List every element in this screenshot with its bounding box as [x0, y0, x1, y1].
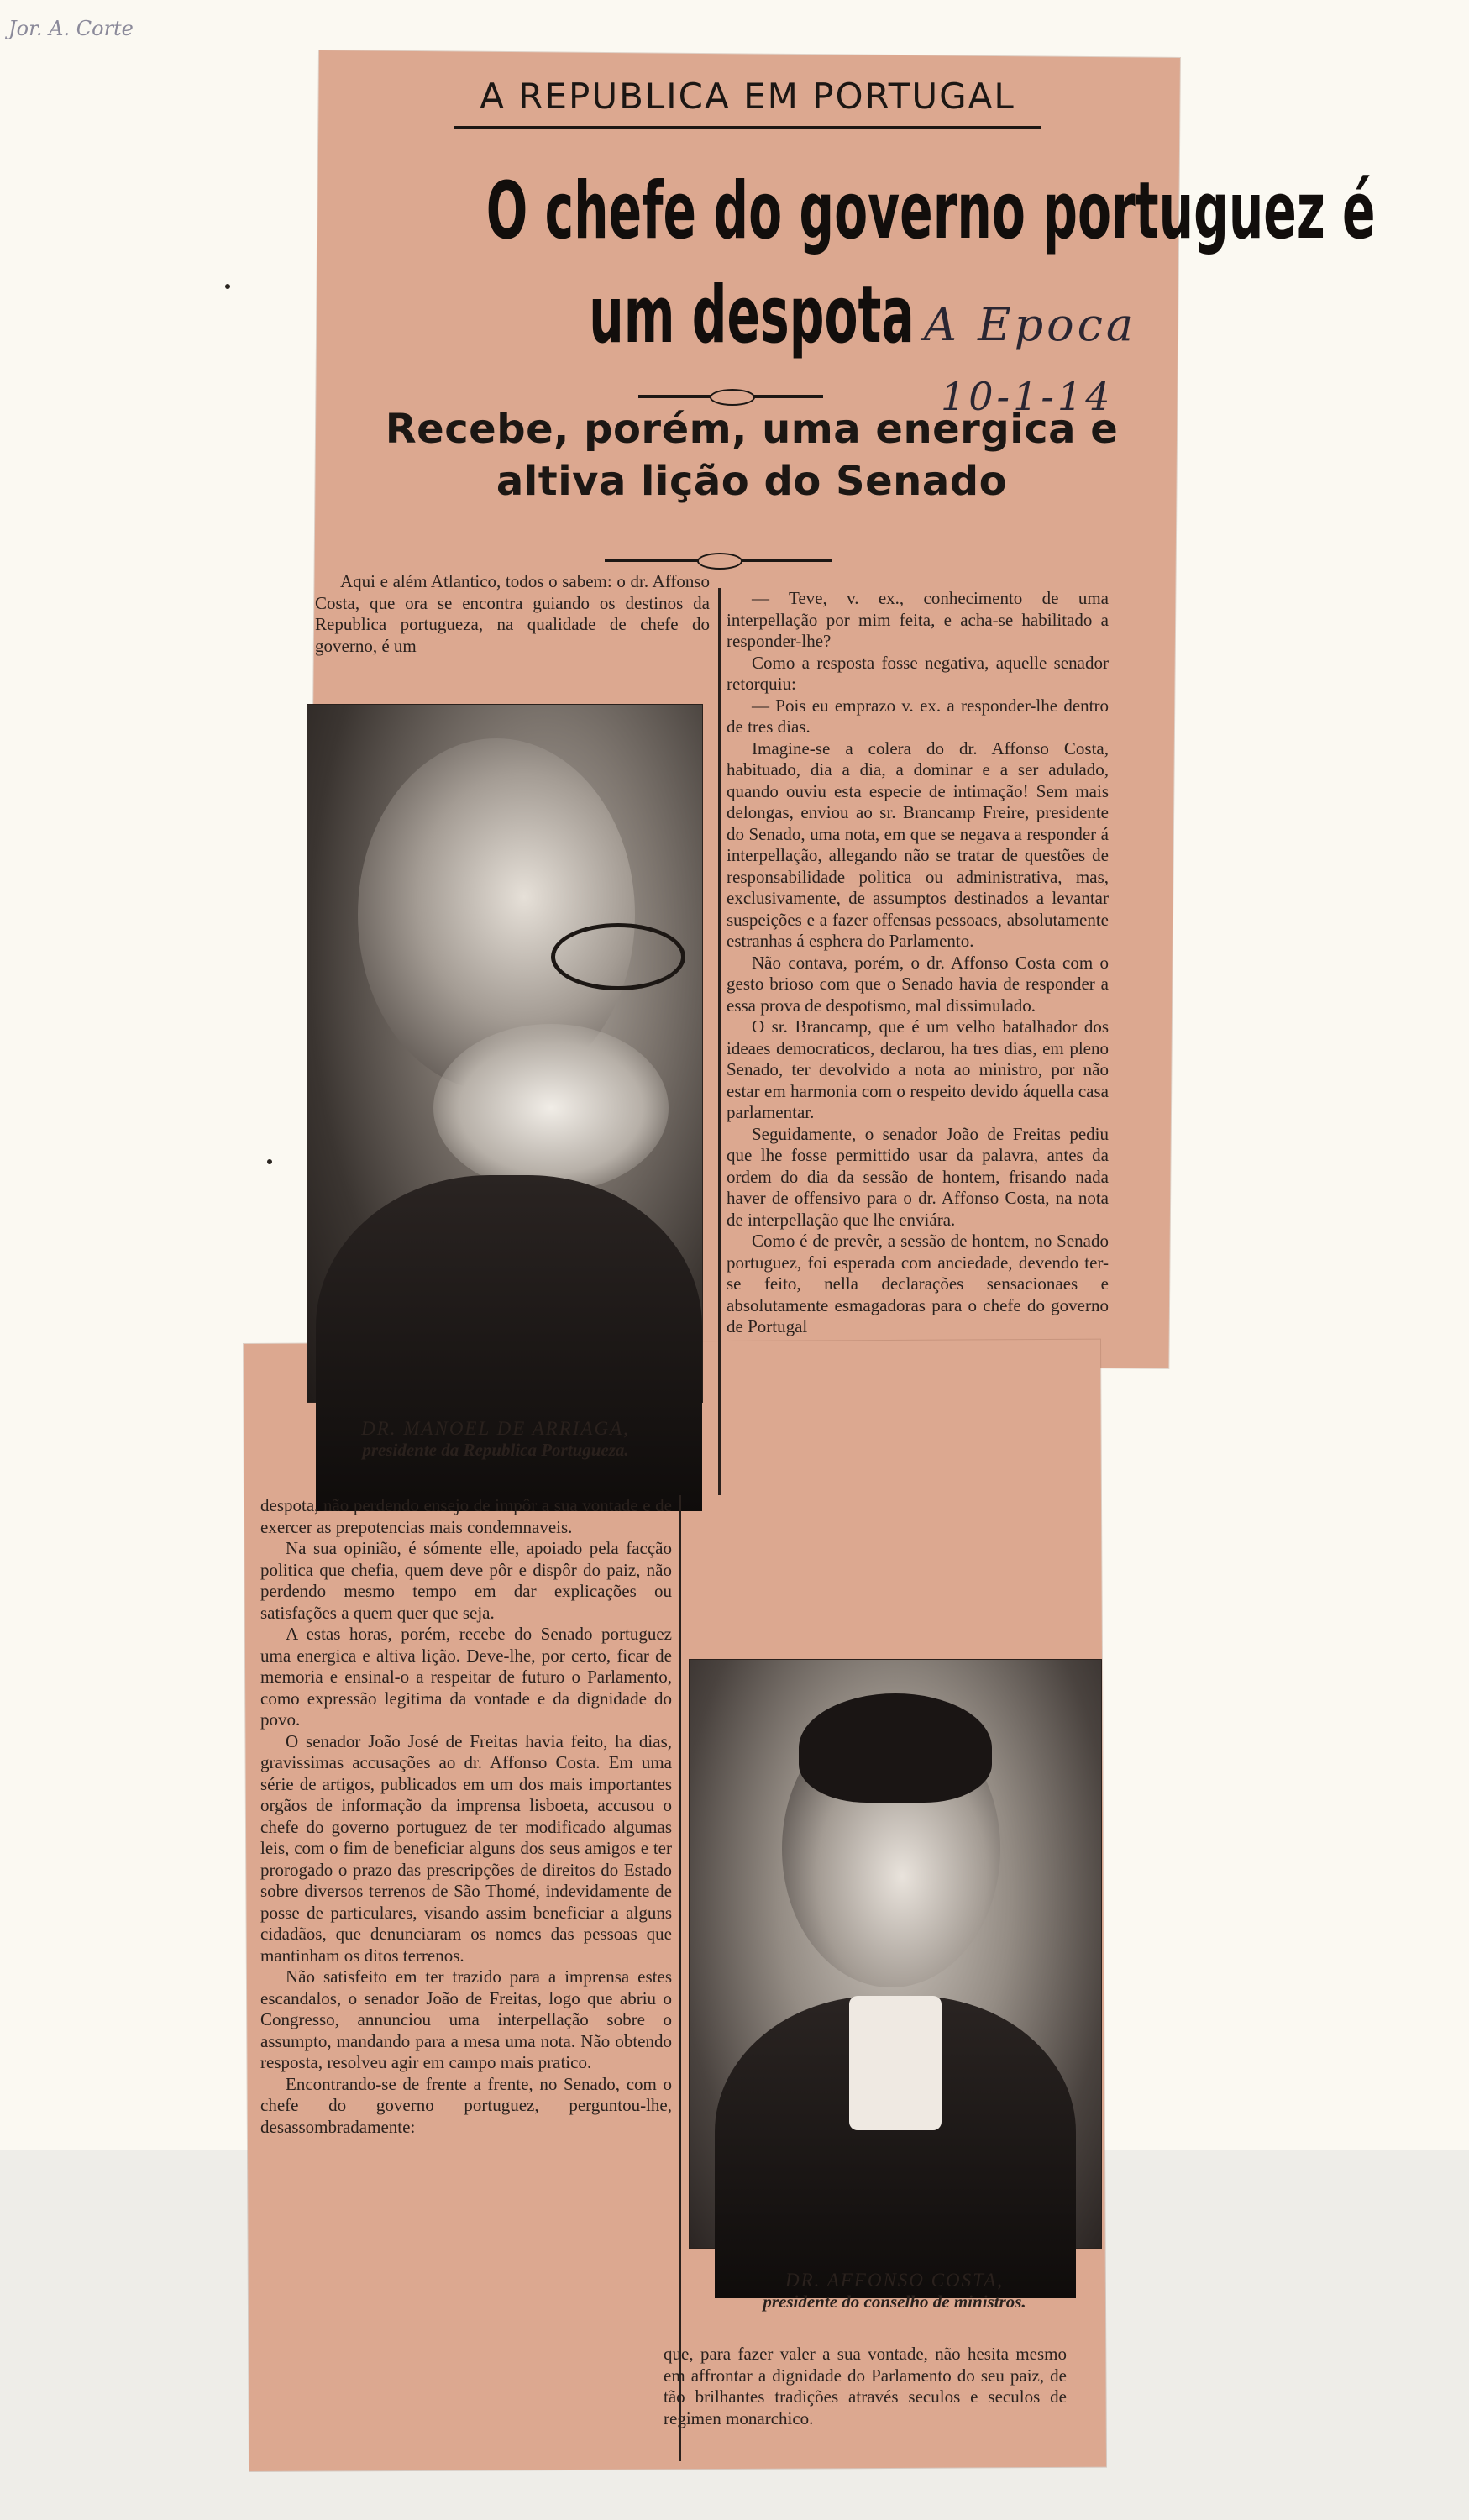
- subheadline-line-2: altiva lição do Senado: [496, 458, 1008, 505]
- subheadline-line-1: Recebe, porém, uma energica e: [385, 406, 1119, 453]
- paragraph: Aqui e além Atlantico, todos o sabem: o dr. Affonso Costa, que ora se encontra guiando os destinos da Republica portugueza, na qualidade de chefe do governo, é um: [315, 571, 710, 656]
- column-2-ending: [664, 2344, 1067, 2429]
- paragraph: Na sua opinião, é sómente elle, apoiado pela facção politica que chefia, quem deve pôr e dispôr do paiz, não perdendo mesmo tempo em dar explicações ou satisfações a quem quer que seja.: [260, 1538, 672, 1623]
- photo-caption-arriaga: [290, 1418, 701, 1461]
- photo-shape: [433, 1024, 669, 1192]
- column-1-intro: [315, 571, 710, 657]
- paragraph: Como é de prevêr, a sessão de hontem, no Senado portuguez, foi esperada com anciedade, devendo ter-se feito, nella declarações sensacionaes e absolutamente esmagadoras para o chefe do governo de Portugal: [727, 1231, 1109, 1336]
- caption-name: DR. MANOEL DE ARRIAGA,: [361, 1418, 630, 1439]
- portrait-photo-arriaga: [307, 704, 703, 1403]
- paragraph: Não satisfeito em ter trazido para a imprensa estes escandalos, o senador João de Freitas, logo que abriu o Congresso, annunciou uma interpellação sobre o assumpto, mandando para a mesa uma nota. Não obtendo resposta, resolveu agir em campo mais pratico.: [260, 1966, 672, 2072]
- paragraph: Encontrando-se de frente a frente, no Senado, com o chefe do governo portuguez, perguntou-lhe, desassombradamente:: [260, 2073, 672, 2137]
- column-1-continued: [260, 1495, 672, 2138]
- column-divider: [718, 588, 721, 1495]
- portrait-photo-costa: [689, 1659, 1102, 2249]
- paragraph: despota, não perdendo ensejo de impôr a sua vontade e de exercer as prepotencias mais condemnaveis.: [260, 1495, 672, 1537]
- ornament-rule: [638, 395, 823, 398]
- section-heading: A REPUBLICA EM PORTUGAL: [480, 76, 1015, 117]
- photo-caption-costa: [689, 2270, 1100, 2313]
- headline-line-1: O chefe do governo portuguez é: [485, 165, 1376, 257]
- paragraph: Como a resposta fosse negativa, aquelle senador retorquiu:: [727, 652, 1109, 694]
- handwritten-source: A Epoca: [924, 298, 1137, 351]
- paragraph: O senador João José de Freitas havia feito, ha dias, gravissimas accusações ao dr. Affonso Costa. Em uma série de artigos, publicados em um dos mais importantes orgãos de informação da imprensa lisboeta, accusou o chefe do governo portuguez de ter modificado algumas leis, com o fim de beneficiar alguns dos seus amigos e ter prorogado o prazo das prescripções de direitos do Estado sobre diversos terrenos de São Thomé, indevidamente de posse de particulares, visando assim beneficiar a alguns cidadãos, que denunciaram os nomes das pessoas que mantinham os ditos terrenos.: [260, 1730, 672, 1966]
- photo-shape: [316, 1175, 702, 1511]
- margin-note: Jor. A. Corte: [8, 17, 134, 40]
- ink-speck: [267, 1159, 272, 1164]
- paragraph: — Teve, v. ex., conhecimento de uma interpellação por mim feita, e acha-se habilitado a responder-lhe?: [727, 588, 1109, 651]
- paragraph: Não contava, porém, o dr. Affonso Costa com o gesto brioso com que o Senado havia de responder a essa prova de despotismo, mal dissimulado.: [727, 952, 1109, 1016]
- paragraph: A estas horas, porém, recebe do Senado portuguez uma energica e altiva lição. Deve-lhe, por certo, ficar de memoria e ensinal-o a respeitar de futuro o Parlamento, como expressão legitima da vontade e da dignidade do povo.: [260, 1624, 672, 1730]
- paragraph: Imagine-se a colera do dr. Affonso Costa, habituado, dia a dia, a dominar e a ser adulado, quando ouviu esta especie de intimação! Sem mais delongas, enviou ao sr. Brancamp Freire, presidente do Senado, uma nota, em que se negava a responder á interpellação, allegando não se tratar de questões de responsabilidade politica ou administrativa, mas, exclusivamente, de assumptos destinados a levantar suspeições e a fazer offensas pessoaes, absolutamente estranhas á esphera do Parlamento.: [727, 738, 1109, 951]
- section-rule: [454, 126, 1041, 129]
- paragraph: — Pois eu emprazo v. ex. a responder-lhe dentro de tres dias.: [727, 695, 1109, 737]
- caption-role: presidente do conselho de ministros.: [763, 2292, 1026, 2312]
- paragraph: Seguidamente, o senador João de Freitas pediu que lhe fosse permittido usar da palavra, antes da ordem do dia da sessão de hontem, frisando nada haver de offensivo para o dr. Affonso Costa, na nota de interpellação que lhe enviára.: [727, 1123, 1109, 1230]
- caption-name: DR. AFFONSO COSTA,: [784, 2270, 1005, 2291]
- photo-shape: [551, 923, 685, 990]
- ink-speck: [225, 284, 230, 289]
- paragraph: que, para fazer valer a sua vontade, não hesita mesmo em affrontar a dignidade do Parlamento do seu paiz, de tão brilhantes tradições através seculos e seculos de regimen monarchico.: [664, 2344, 1067, 2428]
- handwritten-date: 10-1-14: [941, 374, 1114, 419]
- headline-line-2: um despota: [589, 270, 915, 361]
- photo-shape: [849, 1996, 942, 2130]
- column-2: [727, 588, 1109, 1338]
- photo-shape: [799, 1693, 992, 1803]
- subheadline: [328, 403, 1176, 507]
- paragraph: O sr. Brancamp, que é um velho batalhador dos ideaes democraticos, declarou, ha tres dias, em pleno Senado, ter devolvido a nota ao ministro, por não estar em harmonia com o respeito devido áquella casa parlamentar.: [727, 1016, 1109, 1122]
- ornament-rule: [605, 559, 832, 562]
- caption-role: presidente da Republica Portugueza.: [362, 1440, 629, 1460]
- column-divider: [679, 1495, 681, 2461]
